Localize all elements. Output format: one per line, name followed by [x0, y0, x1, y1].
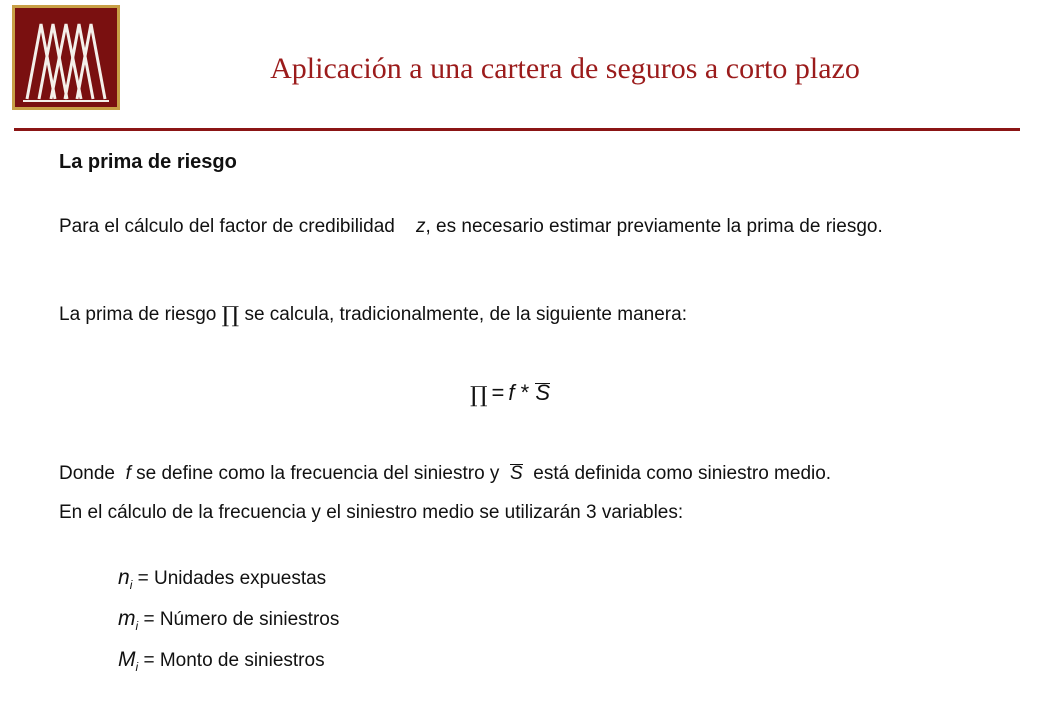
s-bar-variable: S	[510, 463, 523, 484]
paragraph-risk-premium	[59, 302, 687, 329]
title-divider	[14, 128, 1020, 131]
z-variable: z	[415, 216, 426, 237]
pi-symbol: ∏	[221, 303, 240, 328]
var-subscript: i	[135, 659, 139, 674]
formula-f: f	[508, 380, 515, 405]
var-description: = Número de siniestros	[143, 609, 340, 630]
list-item	[118, 648, 339, 689]
paragraph-definitions	[59, 461, 831, 487]
para1-text-b: , es necesario estimar previamente la prima de riesgo.	[425, 216, 883, 237]
para3-text-c: está definida como siniestro medio.	[533, 463, 832, 484]
var-description: = Unidades expuestas	[137, 568, 327, 589]
section-heading: La prima de riesgo	[59, 151, 237, 173]
formula	[470, 380, 550, 408]
variable-list	[118, 566, 339, 689]
para3-text-b: se define como la frecuencia del siniestro y	[136, 463, 500, 484]
formula-s-bar: S	[535, 380, 550, 405]
page-title: Aplicación a una cartera de seguros a corto plazo	[270, 52, 860, 85]
para3-text-a: Donde	[59, 463, 115, 484]
para1-text-a: Para el cálculo del factor de credibilidad	[59, 216, 395, 237]
var-description: = Monto de siniestros	[143, 650, 325, 671]
var-symbol: m	[118, 607, 136, 630]
paragraph-variables-intro: En el cálculo de la frecuencia y el siniestro medio se utilizarán 3 variables:	[59, 502, 684, 523]
var-symbol: n	[118, 566, 130, 589]
var-subscript: i	[135, 618, 139, 633]
para2-text-a: La prima de riesgo	[59, 304, 217, 325]
formula-pi: ∏	[470, 383, 488, 408]
para2-text-b: se calcula, tradicionalmente, de la siguiente manera:	[244, 304, 687, 325]
paragraph-credibility	[59, 214, 973, 240]
logo-icon	[11, 4, 121, 111]
formula-star: *	[520, 380, 530, 405]
f-variable: f	[125, 463, 131, 484]
list-item	[118, 607, 339, 648]
list-item	[118, 566, 339, 607]
formula-equals: =	[491, 380, 505, 405]
var-subscript: i	[129, 577, 133, 592]
var-symbol: M	[118, 648, 136, 671]
